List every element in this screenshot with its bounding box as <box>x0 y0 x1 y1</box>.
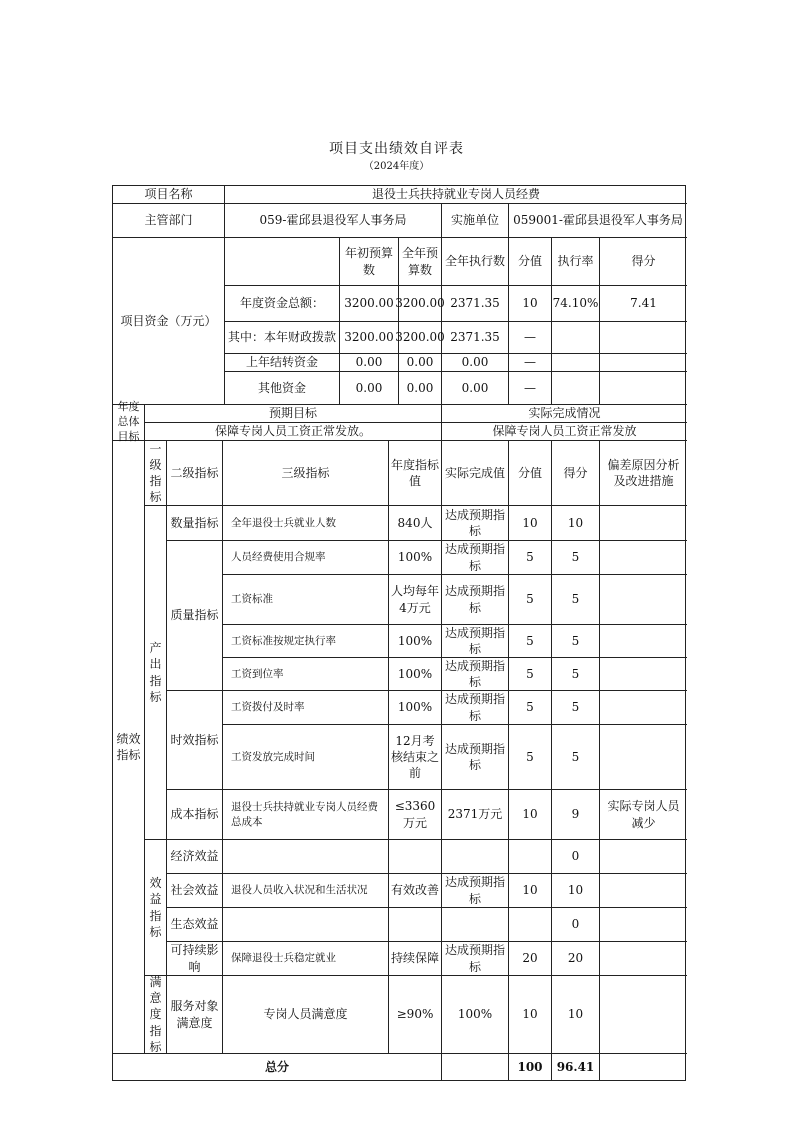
funds-row-label: 其他资金 <box>225 372 340 405</box>
indicator-score: 5 <box>552 658 600 691</box>
indicator-target: 持续保障 <box>389 942 442 976</box>
funds-col-value: 分值 <box>509 238 552 286</box>
funds-cell <box>552 322 600 354</box>
indicator-note <box>600 874 687 908</box>
total-score: 96.41 <box>552 1054 600 1081</box>
perf-header-level1: 一级指标 <box>145 441 167 506</box>
indicator-name: 专岗人员满意度 <box>223 976 389 1054</box>
indicator-actual: 达成预期指标 <box>442 625 509 658</box>
indicator-target: 100% <box>389 625 442 658</box>
total-note <box>600 1054 687 1081</box>
indicator-target: ≤3360万元 <box>389 790 442 840</box>
funds-cell: 0.00 <box>399 372 442 405</box>
indicator-note <box>600 840 687 874</box>
indicator-target: 12月考核结束之前 <box>389 725 442 790</box>
indicator-name: 工资拨付及时率 <box>223 691 389 725</box>
indicator-name: 保障退役士兵稳定就业 <box>223 942 389 976</box>
perf-header-note: 偏差原因分析及改进措施 <box>600 441 687 506</box>
project-name-value: 退役士兵扶持就业专岗人员经费 <box>225 186 687 204</box>
indicator-note <box>600 942 687 976</box>
indicator-actual <box>442 840 509 874</box>
indicator-target: 840人 <box>389 506 442 541</box>
perf-header-level2: 二级指标 <box>167 441 223 506</box>
actual-goal: 保障专岗人员工资正常发放 <box>442 423 687 441</box>
indicator-actual <box>442 908 509 942</box>
performance-table <box>112 185 686 1081</box>
indicator-target <box>389 908 442 942</box>
level2-cost: 成本指标 <box>167 790 223 840</box>
indicator-score: 0 <box>552 840 600 874</box>
level2-social: 社会效益 <box>167 874 223 908</box>
level2-eco: 生态效益 <box>167 908 223 942</box>
project-name-label: 项目名称 <box>113 186 225 204</box>
indicator-note <box>600 691 687 725</box>
indicator-score: 5 <box>552 575 600 625</box>
perf-header-score: 得分 <box>552 441 600 506</box>
funds-col-annual: 全年预算数 <box>399 238 442 286</box>
indicator-score: 5 <box>552 625 600 658</box>
level1-benefit: 效益指标 <box>145 840 167 976</box>
indicator-score: 20 <box>552 942 600 976</box>
total-value: 100 <box>509 1054 552 1081</box>
indicator-note <box>600 625 687 658</box>
funds-col-rate: 执行率 <box>552 238 600 286</box>
level2-timeliness: 时效指标 <box>167 691 223 790</box>
funds-cell: 0.00 <box>340 372 399 405</box>
indicator-target: 100% <box>389 691 442 725</box>
indicator-value: 5 <box>509 625 552 658</box>
funds-cell: 0.00 <box>399 354 442 372</box>
funds-cell <box>600 354 687 372</box>
funds-cell: 3200.00 <box>340 286 399 322</box>
indicator-note: 实际专岗人员减少 <box>600 790 687 840</box>
page-title: 项目支出绩效自评表 <box>329 141 464 157</box>
perf-label: 绩效指标 <box>113 441 145 1054</box>
indicator-value: 20 <box>509 942 552 976</box>
report-year: （2024年度） <box>363 161 430 172</box>
actual-goal-label: 实际完成情况 <box>442 405 687 423</box>
funds-cell: 3200.00 <box>399 286 442 322</box>
indicator-actual: 达成预期指标 <box>442 691 509 725</box>
indicator-target: 有效改善 <box>389 874 442 908</box>
indicator-actual: 100% <box>442 976 509 1054</box>
funds-cell: 0.00 <box>340 354 399 372</box>
level1-satisfaction: 满意度指标 <box>145 976 167 1054</box>
indicator-score: 5 <box>552 691 600 725</box>
funds-cell <box>552 372 600 405</box>
funds-row-label: 其中：本年财政拨款 <box>225 322 340 354</box>
expected-goal-label: 预期目标 <box>145 405 442 423</box>
funds-cell: 7.41 <box>600 286 687 322</box>
indicator-value: 10 <box>509 976 552 1054</box>
indicator-name <box>223 840 389 874</box>
indicator-score: 9 <box>552 790 600 840</box>
indicator-score: 10 <box>552 874 600 908</box>
total-label: 总分 <box>113 1054 442 1081</box>
indicator-name: 工资发放完成时间 <box>223 725 389 790</box>
funds-cell: 2371.35 <box>442 286 509 322</box>
indicator-target <box>389 840 442 874</box>
indicator-name: 工资标准 <box>223 575 389 625</box>
level1-output: 产出指标 <box>145 506 167 840</box>
indicator-value: 5 <box>509 725 552 790</box>
indicator-target: 100% <box>389 658 442 691</box>
indicator-value: 5 <box>509 575 552 625</box>
indicator-actual: 达成预期指标 <box>442 541 509 575</box>
impl-label: 实施单位 <box>442 204 509 238</box>
indicator-actual: 达成预期指标 <box>442 506 509 541</box>
indicator-note <box>600 976 687 1054</box>
perf-header-value: 分值 <box>509 441 552 506</box>
funds-cell: — <box>509 372 552 405</box>
indicator-note <box>600 908 687 942</box>
funds-cell: 3200.00 <box>340 322 399 354</box>
funds-row-label: 上年结转资金 <box>225 354 340 372</box>
indicator-value <box>509 840 552 874</box>
funds-label: 项目资金（万元） <box>113 238 225 405</box>
indicator-actual: 达成预期指标 <box>442 942 509 976</box>
indicator-actual: 达成预期指标 <box>442 725 509 790</box>
level2-quantity: 数量指标 <box>167 506 223 541</box>
perf-header-target: 年度指标值 <box>389 441 442 506</box>
indicator-target: 人均每年4万元 <box>389 575 442 625</box>
level2-sustain: 可持续影响 <box>167 942 223 976</box>
funds-col-score: 得分 <box>600 238 687 286</box>
indicator-value: 10 <box>509 874 552 908</box>
indicator-actual: 达成预期指标 <box>442 575 509 625</box>
indicator-name: 人员经费使用合规率 <box>223 541 389 575</box>
indicator-score: 5 <box>552 541 600 575</box>
funds-col-executed: 全年执行数 <box>442 238 509 286</box>
dept-value: 059-霍邱县退役军人事务局 <box>225 204 442 238</box>
funds-row-label: 年度资金总额： <box>225 286 340 322</box>
indicator-target: 100% <box>389 541 442 575</box>
indicator-value: 5 <box>509 658 552 691</box>
indicator-score: 10 <box>552 976 600 1054</box>
indicator-value: 5 <box>509 691 552 725</box>
funds-corner <box>225 238 340 286</box>
indicator-value: 10 <box>509 506 552 541</box>
indicator-note <box>600 506 687 541</box>
indicator-actual: 2371万元 <box>442 790 509 840</box>
expected-goal: 保障专岗人员工资正常发放。 <box>145 423 442 441</box>
indicator-name: 退役士兵扶持就业专岗人员经费总成本 <box>223 790 389 840</box>
funds-cell: — <box>509 322 552 354</box>
funds-cell: 0.00 <box>442 372 509 405</box>
perf-header-level3: 三级指标 <box>223 441 389 506</box>
funds-cell: 3200.00 <box>399 322 442 354</box>
funds-cell: 74.10% <box>552 286 600 322</box>
impl-value: 059001-霍邱县退役军人事务局 <box>509 204 687 238</box>
goals-label: 年度总体目标 <box>113 405 145 441</box>
indicator-name: 全年退役士兵就业人数 <box>223 506 389 541</box>
indicator-actual: 达成预期指标 <box>442 874 509 908</box>
dept-label: 主管部门 <box>113 204 225 238</box>
funds-cell: 2371.35 <box>442 322 509 354</box>
funds-cell: 0.00 <box>442 354 509 372</box>
level2-quality: 质量指标 <box>167 541 223 691</box>
indicator-note <box>600 541 687 575</box>
indicator-target: ≥90% <box>389 976 442 1054</box>
funds-cell <box>552 354 600 372</box>
funds-cell: 10 <box>509 286 552 322</box>
indicator-name <box>223 908 389 942</box>
indicator-name: 工资到位率 <box>223 658 389 691</box>
indicator-score: 5 <box>552 725 600 790</box>
funds-cell: — <box>509 354 552 372</box>
indicator-value: 10 <box>509 790 552 840</box>
indicator-name: 工资标准按规定执行率 <box>223 625 389 658</box>
indicator-value <box>509 908 552 942</box>
indicator-score: 10 <box>552 506 600 541</box>
level2-economic: 经济效益 <box>167 840 223 874</box>
indicator-note <box>600 658 687 691</box>
funds-cell <box>600 372 687 405</box>
level2-service: 服务对象满意度 <box>167 976 223 1054</box>
funds-cell <box>600 322 687 354</box>
indicator-score: 0 <box>552 908 600 942</box>
indicator-note <box>600 725 687 790</box>
funds-col-initial: 年初预算数 <box>340 238 399 286</box>
indicator-value: 5 <box>509 541 552 575</box>
total-blank <box>442 1054 509 1081</box>
indicator-name: 退役人员收入状况和生活状况 <box>223 874 389 908</box>
indicator-actual: 达成预期指标 <box>442 658 509 691</box>
indicator-note <box>600 575 687 625</box>
perf-header-actual: 实际完成值 <box>442 441 509 506</box>
